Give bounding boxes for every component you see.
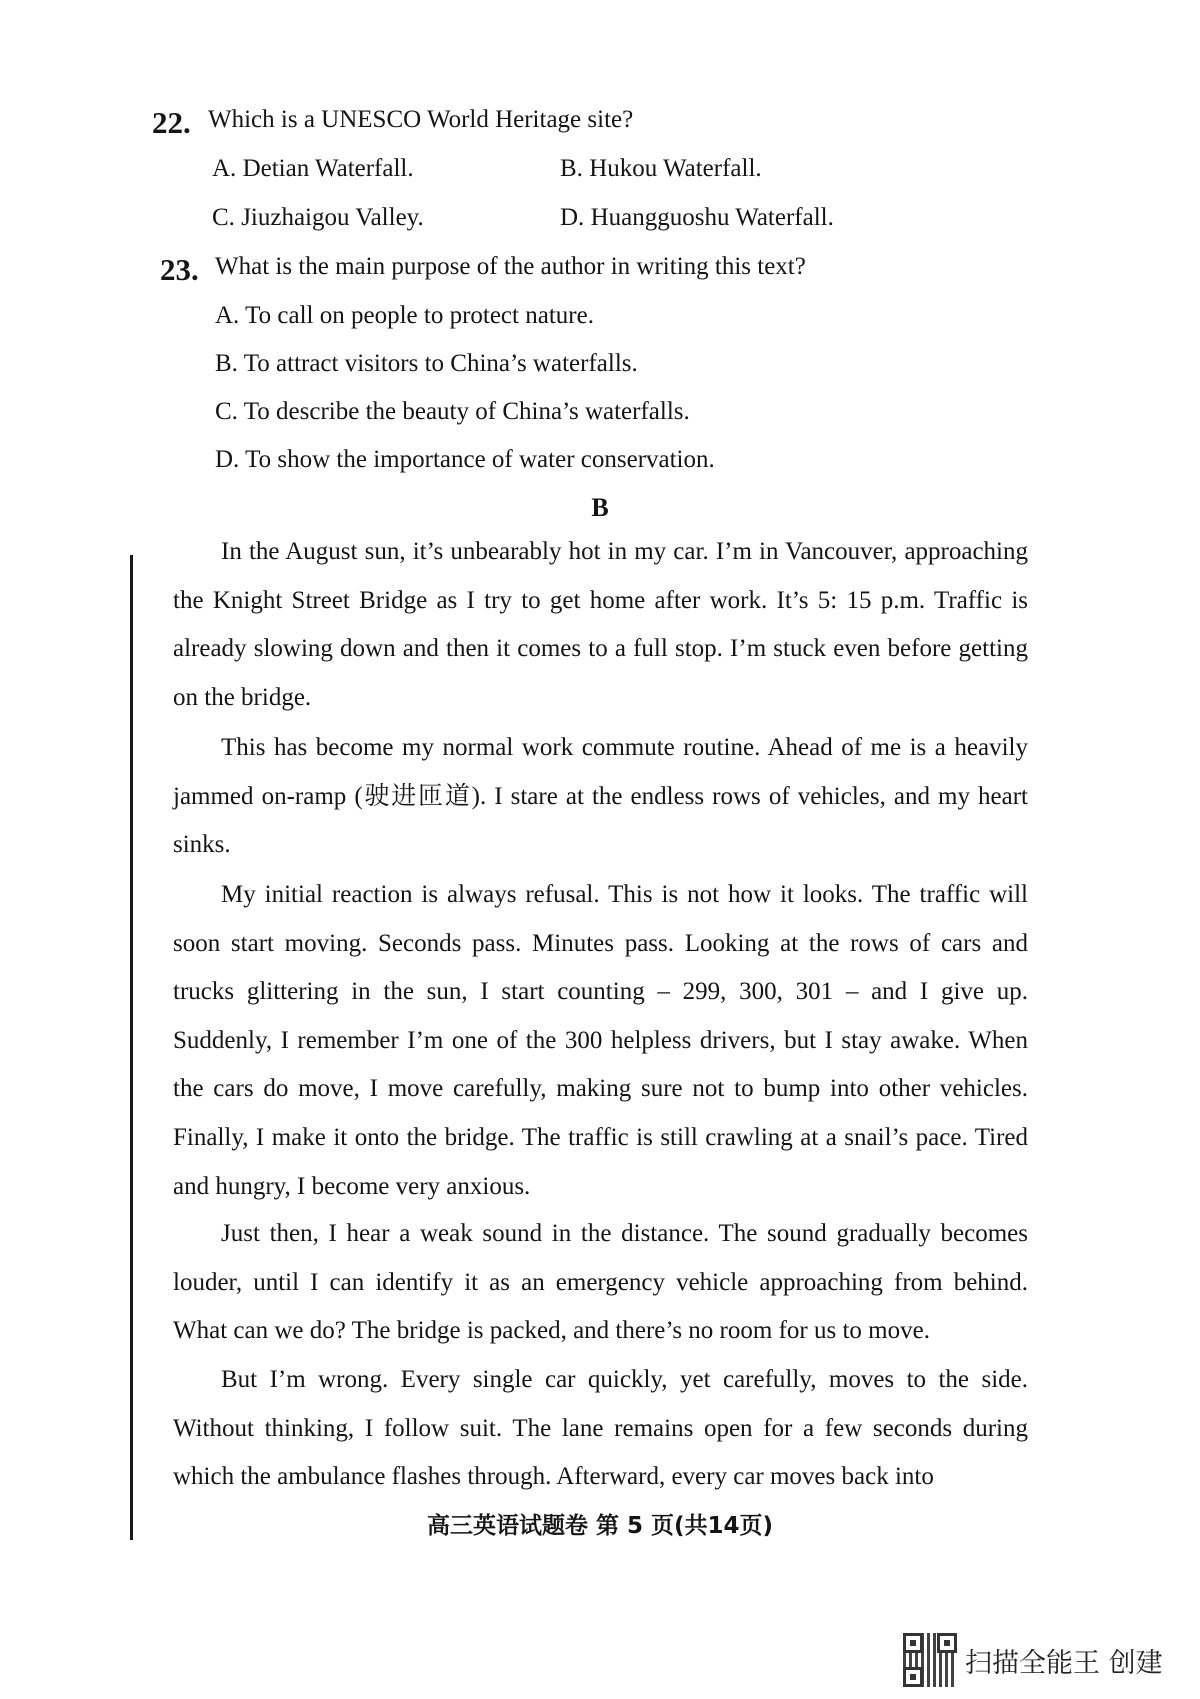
option-d: D. Huangguoshu Waterfall. (560, 204, 834, 231)
margin-line (130, 555, 133, 1540)
qr-code-icon (903, 1633, 957, 1687)
option-b: B. To attract visitors to China’s waterfalls. (215, 350, 638, 377)
question-number: 22. (152, 105, 191, 140)
watermark-text: 扫描全能王 创建 (965, 1647, 1163, 1679)
option-a: A. Detian Waterfall. (212, 155, 414, 182)
passage-paragraph-1: In the August sun, it’s unbearably hot in my car. I’m in Vancouver, approaching the Knight Street Bridge as I try to get home after work. It’s 5: 15 p.m. Traffic is already slowing down and then it comes to a full stop. I’m stuck even before getting on the bridge. (173, 538, 1028, 711)
option-b: B. Hukou Waterfall. (560, 155, 762, 182)
option-c: C. To describe the beauty of China’s waterfalls. (215, 398, 690, 425)
section-title: B (591, 493, 609, 522)
passage-paragraph-4: Just then, I hear a weak sound in the distance. The sound gradually becomes louder, until I can identify it as an emergency vehicle approaching from behind. What can we do? The bridge is packed, and there’s no room for us to move. (173, 1220, 1028, 1345)
scanner-watermark (903, 1633, 1163, 1687)
question-text: Which is a UNESCO World Heritage site? (208, 106, 634, 133)
option-c: C. Jiuzhaigou Valley. (212, 204, 424, 231)
option-a: A. To call on people to protect nature. (215, 302, 594, 329)
passage-paragraph-2: This has become my normal work commute routine. Ahead of me is a heavily jammed on-ramp (驶进匝道). I stare at the endless rows of vehicles, and my heart sinks. (173, 734, 1028, 859)
question-text: What is the main purpose of the author in writing this text? (215, 253, 806, 280)
option-d: D. To show the importance of water conservation. (215, 446, 715, 473)
passage-paragraph-3: My initial reaction is always refusal. This is not how it looks. The traffic will soon start moving. Seconds pass. Minutes pass. Looking at the rows of cars and trucks glittering in the sun, I start counting – 299, 300, 301 – and I give up. Suddenly, I remember I’m one of the 300 helpless drivers, but I stay awake. When the cars do move, I move carefully, making sure not to bump into other vehicles. Finally, I make it onto the bridge. The traffic is still crawling at a snail’s pace. Tired and hungry, I become very anxious. (173, 881, 1028, 1200)
passage-paragraph-5: But I’m wrong. Every single car quickly, yet carefully, moves to the side. Without thinking, I follow suit. The lane remains open for a few seconds during which the ambulance flashes through. Afterward, every car moves back into (173, 1366, 1028, 1491)
question-number: 23. (160, 252, 199, 287)
page-footer: 高三英语试题卷 第 5 页(共14页) (426, 1513, 774, 1539)
